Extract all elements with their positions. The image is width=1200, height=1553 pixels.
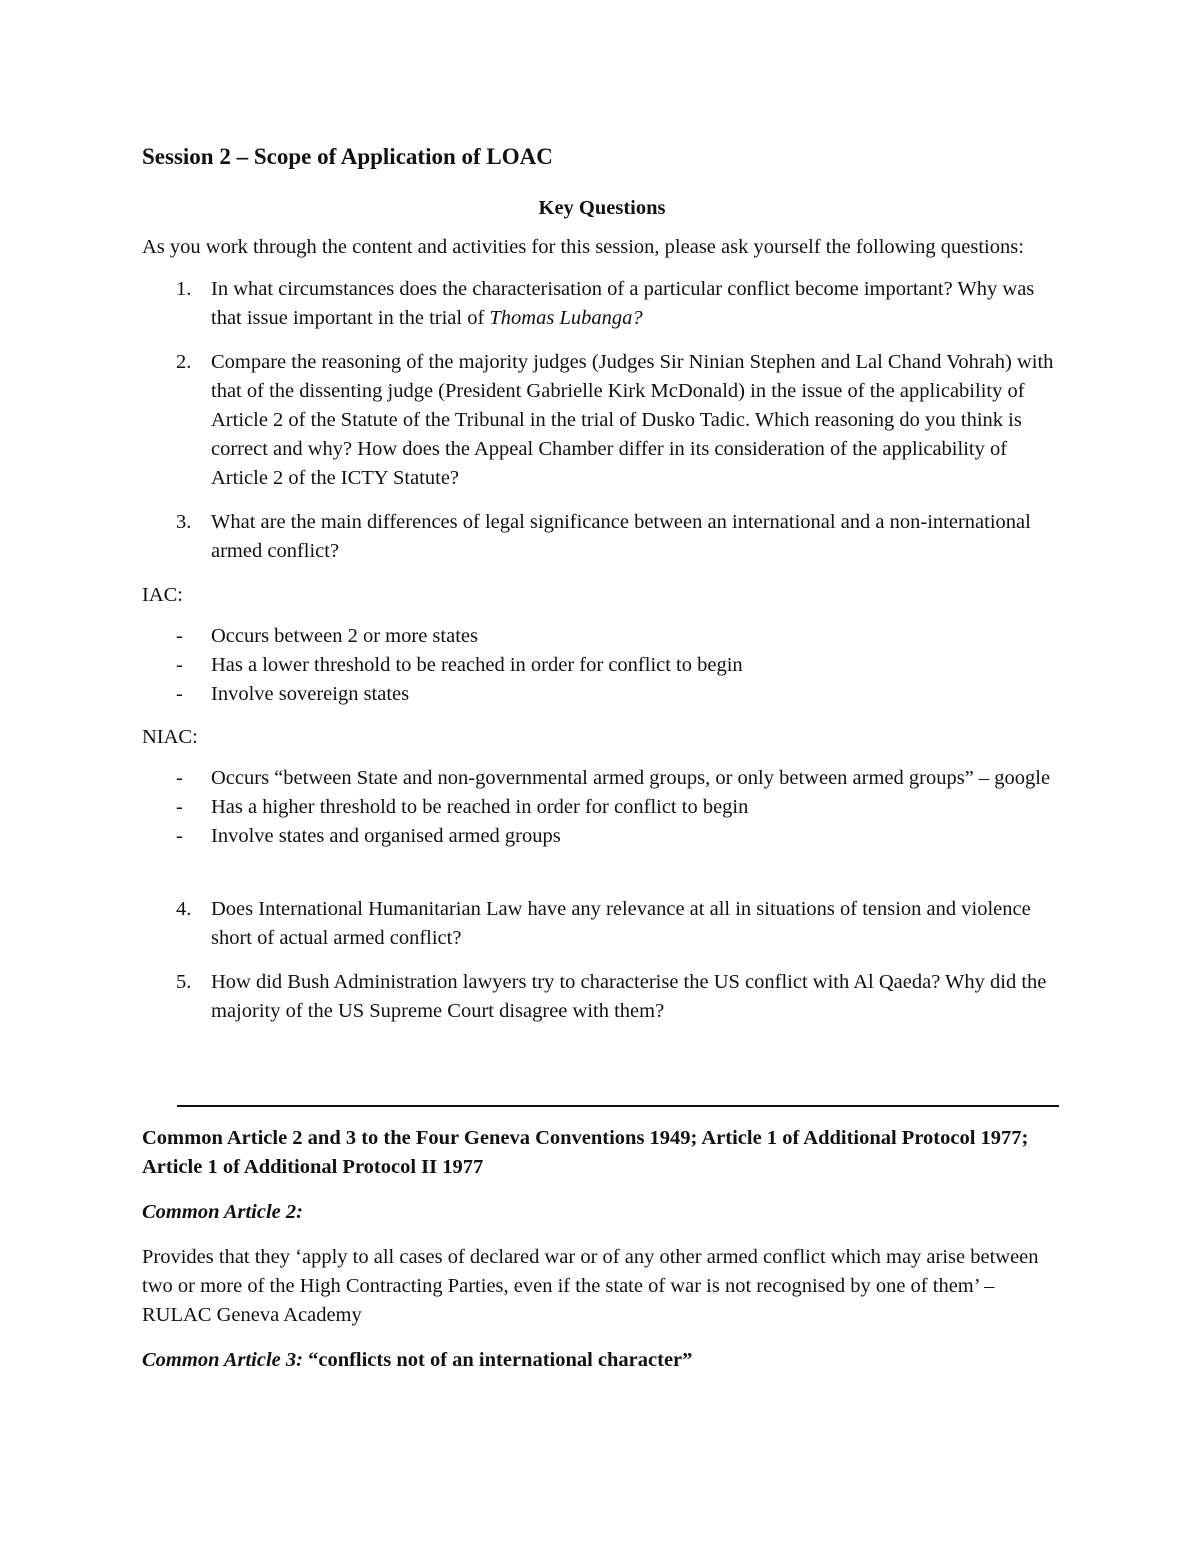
dash-bullet: - <box>176 625 183 647</box>
question-text: How did Bush Administration lawyers try to characterise the US conflict with Al Qaeda? Why did the majority of the US Supreme Court disagree with them? <box>211 971 1047 1022</box>
dash-bullet: - <box>176 825 183 847</box>
spacer <box>142 865 1062 895</box>
question-text: Does International Humanitarian Law have any relevance at all in situations of tension and violence short of actual armed conflict? <box>211 898 1031 949</box>
list-item <box>142 793 1062 822</box>
dash-bullet: - <box>176 767 183 789</box>
key-questions-heading: Key Questions <box>538 197 666 219</box>
question-item <box>142 508 1062 566</box>
common-article-2-label: Common Article 2: <box>142 1201 303 1223</box>
niac-label: NIAC: <box>142 726 198 748</box>
list-item-text: Involve states and organised armed groups <box>211 825 561 847</box>
list-item <box>142 822 1062 851</box>
question-item <box>142 275 1062 333</box>
common-article-3-line <box>142 1346 1062 1375</box>
list-item-text: Has a lower threshold to be reached in order for conflict to begin <box>211 654 743 676</box>
question-item <box>142 895 1062 953</box>
question-item <box>142 348 1062 493</box>
question-number: 1. <box>176 278 192 300</box>
list-item-text: Occurs between 2 or more states <box>211 625 478 647</box>
list-item <box>142 622 1062 651</box>
question-text: What are the main differences of legal significance between an international and a non-international armed conflict? <box>211 511 1031 562</box>
common-article-3-label: Common Article 3: <box>142 1349 303 1371</box>
iac-label: IAC: <box>142 584 183 606</box>
questions-list-a <box>142 275 1062 566</box>
list-item <box>142 764 1062 793</box>
list-item-text: Involve sovereign states <box>211 683 410 705</box>
question-text-italic: Thomas Lubanga? <box>489 307 643 329</box>
question-number: 4. <box>176 898 192 920</box>
horizontal-rule <box>177 1105 1059 1107</box>
common-article-2-text: Provides that they ‘apply to all cases of declared war or of any other armed conflict which may arise between two or more of the High Contracting Parties, even if the state of war is not recognised by one of them’ – RULAC Geneva Academy <box>142 1246 1039 1326</box>
dash-bullet: - <box>176 654 183 676</box>
niac-list <box>142 764 1062 851</box>
question-number: 5. <box>176 971 192 993</box>
list-item <box>142 651 1062 680</box>
dash-bullet: - <box>176 683 183 705</box>
common-articles-heading: Common Article 2 and 3 to the Four Geneva Conventions 1949; Article 1 of Additional Protocol 1977; Article 1 of Additional Protocol II 1977 <box>142 1127 1029 1178</box>
iac-list <box>142 622 1062 709</box>
common-articles-section <box>142 1124 1062 1391</box>
question-item <box>142 968 1062 1026</box>
questions-list-b <box>142 895 1062 1026</box>
document-page <box>142 140 1062 1026</box>
list-item <box>142 680 1062 709</box>
question-number: 3. <box>176 511 192 533</box>
question-number: 2. <box>176 351 192 373</box>
list-item-text: Occurs “between State and non-governmental armed groups, or only between armed groups” – google <box>211 767 1051 789</box>
question-text: In what circumstances does the characterisation of a particular conflict become important? Why was that issue important in the trial of <box>211 278 1035 329</box>
dash-bullet: - <box>176 796 183 818</box>
document-title: Session 2 – Scope of Application of LOAC <box>142 144 553 169</box>
question-text: Compare the reasoning of the majority judges (Judges Sir Ninian Stephen and Lal Chand Vohrah) with that of the dissenting judge (President Gabrielle Kirk McDonald) in the issue of the applicability of Article 2 of the Statute of the Tribunal in the trial of Dusko Tadic. Which reasoning do you think is correct and why? How does the Appeal Chamber differ in its consideration of the applicability of Article 2 of the ICTY Statute? <box>211 351 1054 489</box>
common-article-3-text: “conflicts not of an international character” <box>308 1349 693 1371</box>
list-item-text: Has a higher threshold to be reached in order for conflict to begin <box>211 796 749 818</box>
key-questions-intro: As you work through the content and activities for this session, please ask yourself the following questions: <box>142 236 1024 258</box>
